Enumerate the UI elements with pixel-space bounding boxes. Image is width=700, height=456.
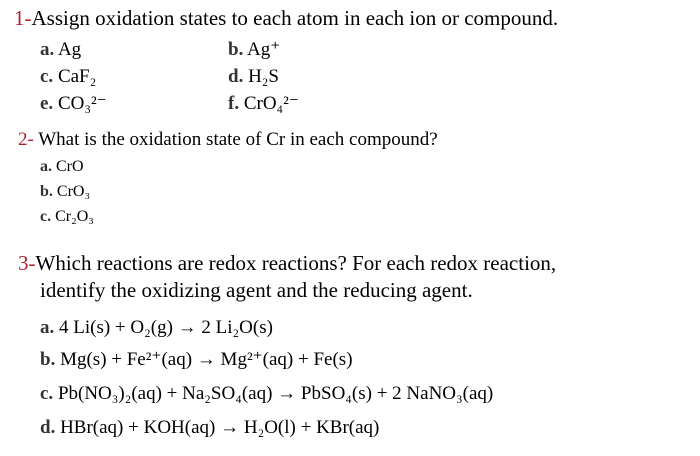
question-number: 3-	[18, 251, 36, 275]
equation: Mg(s) + Fe²⁺(aq) → Mg²⁺(aq) + Fe(s)	[60, 349, 353, 370]
formula: CO₃²⁻	[57, 93, 107, 114]
q2-item-b: b. CrO₃	[40, 183, 91, 200]
q1-item-b: b. Ag⁺	[228, 39, 281, 60]
formula: Cr₂O₃	[55, 208, 94, 225]
question-3	[18, 253, 556, 274]
q3-item-b: b. Mg(s) + Fe²⁺(aq) → Mg²⁺(aq) + Fe(s)	[40, 349, 353, 370]
q3-item-c: c. Pb(NO₃)₂(aq) + Na₂SO₄(aq) → PbSO₄(s) + 2 NaNO₃(aq)	[40, 383, 494, 404]
question-number: 2-	[18, 129, 34, 150]
formula: CrO₄²⁻	[243, 93, 299, 114]
equation: 4 Li(s) + O₂(g) → 2 Li₂O(s)	[59, 317, 273, 338]
question-text-line-1: Which reactions are redox reactions? For each redox reaction,	[35, 251, 557, 275]
equation: Pb(NO₃)₂(aq) + Na₂SO₄(aq) → PbSO₄(s) + 2 NaNO₃(aq)	[57, 383, 494, 404]
equation: HBr(aq) + KOH(aq) → H₂O(l) + KBr(aq)	[60, 417, 380, 438]
q1-item-d: d. H₂S	[228, 66, 279, 87]
q1-item-f: f. CrO₄²⁻	[228, 93, 299, 114]
question-text: Assign oxidation states to each atom in each ion or compound.	[31, 6, 559, 30]
formula: Ag	[57, 39, 82, 60]
q1-item-e: e. CO₃²⁻	[40, 93, 107, 114]
question-3-line-2	[40, 280, 473, 301]
q2-item-a: a. CrO	[40, 158, 84, 175]
question-1	[14, 8, 558, 29]
question-2	[18, 130, 438, 149]
formula: H₂S	[248, 66, 279, 87]
question-number: 1-	[14, 6, 32, 30]
question-text: What is the oxidation state of Cr in each compound?	[38, 129, 438, 150]
formula: Ag⁺	[247, 39, 281, 60]
q1-item-a: a. Ag	[40, 39, 82, 60]
formula: CaF₂	[57, 66, 97, 87]
formula: CrO	[56, 158, 84, 175]
question-text-line-2: identify the oxidizing agent and the reducing agent.	[40, 278, 473, 302]
q1-item-c: c. CaF₂	[40, 66, 97, 87]
formula: CrO₃	[56, 183, 91, 200]
q3-item-d: d. HBr(aq) + KOH(aq) → H₂O(l) + KBr(aq)	[40, 417, 380, 438]
q3-item-a: a. 4 Li(s) + O₂(g) → 2 Li₂O(s)	[40, 317, 273, 338]
q2-item-c: c. Cr₂O₃	[40, 208, 94, 225]
